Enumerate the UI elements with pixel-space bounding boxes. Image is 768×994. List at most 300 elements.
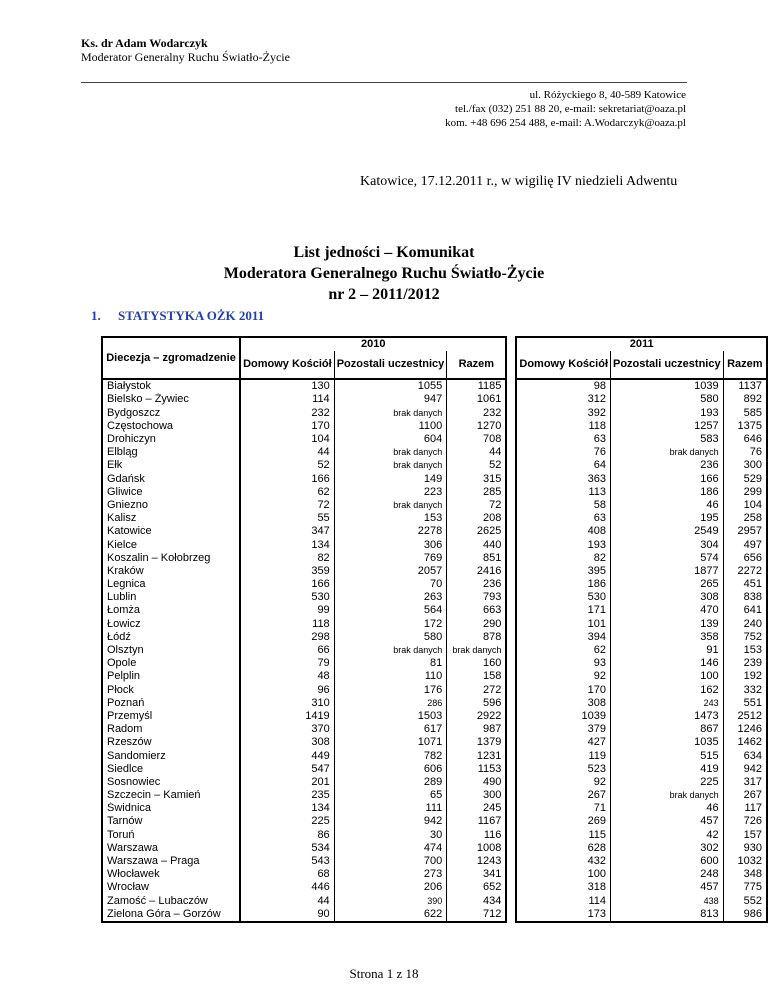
cell-pozostali-2010: 223 — [334, 486, 447, 499]
cell-pozostali-2010: 700 — [334, 855, 447, 868]
cell-pozostali-2010: 110 — [334, 670, 447, 683]
cell-domowy-2010: 166 — [240, 578, 334, 591]
table-row — [102, 855, 767, 868]
cell-domowy-2010: 44 — [240, 446, 334, 459]
cell-pozostali-2010: 153 — [334, 512, 447, 525]
cell-razem-2010: 490 — [447, 776, 507, 789]
cell-razem-2011: 348 — [723, 868, 767, 881]
cell-pozostali-2011: 580 — [611, 393, 724, 406]
cell-diocese-name: Kielce — [102, 538, 240, 551]
cell-diocese-name: Bydgoszcz — [102, 407, 240, 420]
cell-domowy-2010: 370 — [240, 723, 334, 736]
statistics-table-body — [102, 379, 767, 922]
table-row — [102, 618, 767, 631]
cell-pozostali-2011: 304 — [611, 538, 724, 551]
cell-diocese-name: Ełk — [102, 459, 240, 472]
table-row — [102, 473, 767, 486]
cell-razem-2010: 245 — [447, 802, 507, 815]
table-row — [102, 749, 767, 762]
cell-diocese-name: Pelplin — [102, 670, 240, 683]
cell-domowy-2010: 82 — [240, 552, 334, 565]
cell-pozostali-2010: 2278 — [334, 525, 447, 538]
cell-razem-2011: 838 — [723, 591, 767, 604]
cell-razem-2011: 192 — [723, 670, 767, 683]
cell-diocese-name: Drohiczyn — [102, 433, 240, 446]
cell-pozostali-2010: 263 — [334, 591, 447, 604]
cell-domowy-2010: 55 — [240, 512, 334, 525]
cell-diocese-name: Elbląg — [102, 446, 240, 459]
table-row — [102, 908, 767, 922]
cell-razem-2010: 300 — [447, 789, 507, 802]
cell-domowy-2010: 446 — [240, 881, 334, 894]
table-row — [102, 895, 767, 908]
cell-domowy-2010: 201 — [240, 776, 334, 789]
cell-razem-2011: 104 — [723, 499, 767, 512]
cell-pozostali-2011: 243 — [611, 697, 724, 710]
cell-domowy-2010: 90 — [240, 908, 334, 922]
author-role: Moderator Generalny Ruchu Światło-Życie — [81, 50, 290, 64]
cell-domowy-2011: 93 — [516, 657, 610, 670]
cell-domowy-2011: 267 — [516, 789, 610, 802]
cell-domowy-2011: 58 — [516, 499, 610, 512]
cell-domowy-2011: 64 — [516, 459, 610, 472]
cell-pozostali-2010: 30 — [334, 829, 447, 842]
cell-diocese-name: Gliwice — [102, 486, 240, 499]
cell-domowy-2011: 318 — [516, 881, 610, 894]
cell-razem-2010: 290 — [447, 618, 507, 631]
table-row — [102, 499, 767, 512]
cell-domowy-2010: 62 — [240, 486, 334, 499]
table-row — [102, 420, 767, 433]
cell-razem-2010: 285 — [447, 486, 507, 499]
cell-razem-2010: 793 — [447, 591, 507, 604]
cell-domowy-2010: 534 — [240, 842, 334, 855]
cell-domowy-2011: 186 — [516, 578, 610, 591]
cell-domowy-2011: 392 — [516, 407, 610, 420]
cell-pozostali-2011: 1877 — [611, 565, 724, 578]
cell-razem-2011: 1375 — [723, 420, 767, 433]
cell-pozostali-2010: 286 — [334, 697, 447, 710]
table-row — [102, 868, 767, 881]
cell-pozostali-2010: 2057 — [334, 565, 447, 578]
cell-domowy-2010: 530 — [240, 591, 334, 604]
cell-domowy-2010: 134 — [240, 538, 334, 551]
cell-razem-2011: 1137 — [723, 379, 767, 393]
cell-domowy-2010: 96 — [240, 684, 334, 697]
cell-domowy-2010: 347 — [240, 525, 334, 538]
table-row — [102, 710, 767, 723]
cell-diocese-name: Włocławek — [102, 868, 240, 881]
cell-pozostali-2011: 457 — [611, 881, 724, 894]
title-line-3: nr 2 – 2011/2012 — [328, 286, 440, 303]
cell-diocese-name: Opole — [102, 657, 240, 670]
cell-diocese-name: Płock — [102, 684, 240, 697]
cell-razem-2011: 529 — [723, 473, 767, 486]
mobile-email-line: kom. +48 696 254 488, e-mail: A.Wodarczyk@oaza.pl — [445, 117, 686, 129]
cell-pozostali-2010: 111 — [334, 802, 447, 815]
table-row — [102, 538, 767, 551]
table-row — [102, 842, 767, 855]
cell-domowy-2011: 118 — [516, 420, 610, 433]
cell-diocese-name: Kraków — [102, 565, 240, 578]
cell-domowy-2011: 63 — [516, 512, 610, 525]
cell-pozostali-2010: 580 — [334, 631, 447, 644]
cell-pozostali-2011: 46 — [611, 499, 724, 512]
cell-pozostali-2010: 273 — [334, 868, 447, 881]
cell-diocese-name: Przemyśl — [102, 710, 240, 723]
cell-pozostali-2011: 600 — [611, 855, 724, 868]
cell-pozostali-2011: 91 — [611, 644, 724, 657]
cell-pozostali-2011: 248 — [611, 868, 724, 881]
table-row — [102, 736, 767, 749]
razem-2010-header: Razem — [447, 351, 507, 379]
cell-razem-2011: 153 — [723, 644, 767, 657]
cell-domowy-2010: 118 — [240, 618, 334, 631]
address-line: ul. Różyckiego 8, 40-589 Katowice — [529, 89, 686, 101]
cell-razem-2011: 930 — [723, 842, 767, 855]
cell-razem-2010: 72 — [447, 499, 507, 512]
cell-domowy-2011: 98 — [516, 379, 610, 393]
cell-razem-2011: 646 — [723, 433, 767, 446]
cell-domowy-2011: 379 — [516, 723, 610, 736]
cell-razem-2010: 663 — [447, 604, 507, 617]
cell-pozostali-2010: 604 — [334, 433, 447, 446]
cell-pozostali-2010: 782 — [334, 749, 447, 762]
table-row — [102, 881, 767, 894]
cell-pozostali-2010: 65 — [334, 789, 447, 802]
cell-diocese-name: Łowicz — [102, 618, 240, 631]
cell-razem-2010: 1167 — [447, 815, 507, 828]
cell-pozostali-2010: 70 — [334, 578, 447, 591]
cell-razem-2010: 652 — [447, 881, 507, 894]
cell-pozostali-2010: 1100 — [334, 420, 447, 433]
cell-domowy-2010: 68 — [240, 868, 334, 881]
cell-razem-2010: 1008 — [447, 842, 507, 855]
cell-pozostali-2011: 867 — [611, 723, 724, 736]
cell-domowy-2011: 432 — [516, 855, 610, 868]
cell-pozostali-2011: brak danych — [611, 789, 724, 802]
cell-razem-2011: 300 — [723, 459, 767, 472]
table-row — [102, 802, 767, 815]
cell-razem-2011: 267 — [723, 789, 767, 802]
cell-domowy-2010: 543 — [240, 855, 334, 868]
cell-razem-2011: 634 — [723, 749, 767, 762]
cell-razem-2011: 585 — [723, 407, 767, 420]
cell-domowy-2010: 235 — [240, 789, 334, 802]
cell-razem-2010: 440 — [447, 538, 507, 551]
cell-razem-2011: 117 — [723, 802, 767, 815]
cell-razem-2011: 2512 — [723, 710, 767, 723]
cell-domowy-2011: 100 — [516, 868, 610, 881]
cell-domowy-2010: 44 — [240, 895, 334, 908]
cell-pozostali-2011: 1473 — [611, 710, 724, 723]
cell-razem-2010: 1231 — [447, 749, 507, 762]
cell-domowy-2010: 72 — [240, 499, 334, 512]
cell-domowy-2011: 1039 — [516, 710, 610, 723]
cell-pozostali-2011: 813 — [611, 908, 724, 922]
author-name: Ks. dr Adam Wodarczyk — [81, 36, 208, 50]
year-2011-header: 2011 — [516, 337, 767, 351]
cell-domowy-2010: 1419 — [240, 710, 334, 723]
table-row — [102, 644, 767, 657]
cell-razem-2011: 2272 — [723, 565, 767, 578]
cell-domowy-2011: 394 — [516, 631, 610, 644]
cell-domowy-2010: 114 — [240, 393, 334, 406]
cell-diocese-name: Warszawa — [102, 842, 240, 855]
cell-diocese-name: Toruń — [102, 829, 240, 842]
cell-razem-2011: 1246 — [723, 723, 767, 736]
cell-razem-2011: 317 — [723, 776, 767, 789]
cell-domowy-2011: 92 — [516, 670, 610, 683]
cell-pozostali-2011: 1035 — [611, 736, 724, 749]
cell-razem-2011: 157 — [723, 829, 767, 842]
cell-domowy-2011: 530 — [516, 591, 610, 604]
cell-pozostali-2011: 470 — [611, 604, 724, 617]
cell-razem-2010: 1185 — [447, 379, 507, 393]
cell-domowy-2011: 76 — [516, 446, 610, 459]
cell-pozostali-2010: 947 — [334, 393, 447, 406]
table-row — [102, 512, 767, 525]
cell-domowy-2011: 395 — [516, 565, 610, 578]
cell-pozostali-2011: 195 — [611, 512, 724, 525]
cell-domowy-2011: 63 — [516, 433, 610, 446]
section-number: 1. — [91, 308, 101, 323]
cell-diocese-name: Poznań — [102, 697, 240, 710]
cell-razem-2011: 1462 — [723, 736, 767, 749]
cell-domowy-2010: 232 — [240, 407, 334, 420]
cell-domowy-2011: 115 — [516, 829, 610, 842]
cell-pozostali-2010: 617 — [334, 723, 447, 736]
cell-razem-2010: 2625 — [447, 525, 507, 538]
table-row — [102, 815, 767, 828]
cell-razem-2011: 726 — [723, 815, 767, 828]
cell-domowy-2010: 104 — [240, 433, 334, 446]
page-footer: Strona 1 z 18 — [349, 966, 419, 981]
cell-razem-2010: 208 — [447, 512, 507, 525]
pozostali-2011-header: Pozostali uczestnicy — [611, 351, 724, 379]
cell-pozostali-2011: 308 — [611, 591, 724, 604]
cell-pozostali-2010: 474 — [334, 842, 447, 855]
domowy-2010-header: Domowy Kościół — [240, 351, 334, 379]
cell-pozostali-2010: 176 — [334, 684, 447, 697]
cell-razem-2010: 1243 — [447, 855, 507, 868]
section-title: STATYSTYKA OŻK 2011 — [118, 308, 265, 323]
cell-pozostali-2010: brak danych — [334, 644, 447, 657]
cell-pozostali-2011: 166 — [611, 473, 724, 486]
cell-pozostali-2011: 2549 — [611, 525, 724, 538]
cell-diocese-name: Radom — [102, 723, 240, 736]
cell-diocese-name: Częstochowa — [102, 420, 240, 433]
cell-domowy-2011: 308 — [516, 697, 610, 710]
cell-diocese-name: Rzeszów — [102, 736, 240, 749]
cell-pozostali-2011: brak danych — [611, 446, 724, 459]
cell-domowy-2011: 119 — [516, 749, 610, 762]
table-row — [102, 670, 767, 683]
cell-domowy-2010: 52 — [240, 459, 334, 472]
cell-razem-2011: 299 — [723, 486, 767, 499]
cell-razem-2010: 878 — [447, 631, 507, 644]
cell-diocese-name: Łomża — [102, 604, 240, 617]
razem-2011-header: Razem — [723, 351, 767, 379]
diocese-header: Diecezja – zgromadzenie — [102, 337, 240, 379]
cell-razem-2011: 240 — [723, 618, 767, 631]
cell-domowy-2011: 173 — [516, 908, 610, 922]
cell-razem-2010: 236 — [447, 578, 507, 591]
cell-domowy-2011: 62 — [516, 644, 610, 657]
cell-diocese-name: Siedlce — [102, 763, 240, 776]
cell-diocese-name: Legnica — [102, 578, 240, 591]
cell-razem-2010: 272 — [447, 684, 507, 697]
cell-domowy-2011: 628 — [516, 842, 610, 855]
cell-pozostali-2011: 419 — [611, 763, 724, 776]
table-row — [102, 393, 767, 406]
cell-diocese-name: Gdańsk — [102, 473, 240, 486]
cell-domowy-2011: 114 — [516, 895, 610, 908]
cell-pozostali-2010: 172 — [334, 618, 447, 631]
cell-domowy-2011: 82 — [516, 552, 610, 565]
cell-razem-2011: 451 — [723, 578, 767, 591]
cell-diocese-name: Zielona Góra – Gorzów — [102, 908, 240, 922]
cell-pozostali-2010: 1071 — [334, 736, 447, 749]
cell-pozostali-2010: 206 — [334, 881, 447, 894]
cell-razem-2010: 1061 — [447, 393, 507, 406]
cell-diocese-name: Świdnica — [102, 802, 240, 815]
cell-razem-2010: 52 — [447, 459, 507, 472]
table-row — [102, 379, 767, 393]
table-row — [102, 789, 767, 802]
cell-domowy-2010: 547 — [240, 763, 334, 776]
cell-razem-2011: 1032 — [723, 855, 767, 868]
cell-pozostali-2011: 358 — [611, 631, 724, 644]
cell-razem-2011: 552 — [723, 895, 767, 908]
table-row — [102, 631, 767, 644]
cell-razem-2011: 752 — [723, 631, 767, 644]
cell-domowy-2010: 308 — [240, 736, 334, 749]
table-row — [102, 446, 767, 459]
cell-razem-2011: 775 — [723, 881, 767, 894]
cell-domowy-2010: 99 — [240, 604, 334, 617]
cell-domowy-2011: 193 — [516, 538, 610, 551]
cell-domowy-2010: 134 — [240, 802, 334, 815]
cell-pozostali-2011: 1257 — [611, 420, 724, 433]
table-row — [102, 552, 767, 565]
cell-domowy-2011: 269 — [516, 815, 610, 828]
table-row — [102, 433, 767, 446]
section-heading — [91, 308, 264, 324]
cell-pozostali-2010: 622 — [334, 908, 447, 922]
cell-domowy-2011: 312 — [516, 393, 610, 406]
cell-razem-2010: 434 — [447, 895, 507, 908]
cell-razem-2010: 116 — [447, 829, 507, 842]
cell-razem-2011: 2957 — [723, 525, 767, 538]
cell-pozostali-2010: 1055 — [334, 379, 447, 393]
cell-pozostali-2010: 149 — [334, 473, 447, 486]
cell-pozostali-2010: 81 — [334, 657, 447, 670]
table-row — [102, 697, 767, 710]
cell-diocese-name: Łódź — [102, 631, 240, 644]
cell-razem-2010: 851 — [447, 552, 507, 565]
cell-pozostali-2011: 265 — [611, 578, 724, 591]
cell-domowy-2010: 449 — [240, 749, 334, 762]
cell-pozostali-2010: 390 — [334, 895, 447, 908]
cell-razem-2010: 2922 — [447, 710, 507, 723]
date-line: Katowice, 17.12.2011 r., w wigilię IV niedzieli Adwentu — [360, 174, 678, 189]
cell-razem-2011: 641 — [723, 604, 767, 617]
table-row — [102, 604, 767, 617]
table-row — [102, 763, 767, 776]
cell-pozostali-2011: 225 — [611, 776, 724, 789]
cell-pozostali-2010: 606 — [334, 763, 447, 776]
cell-razem-2010: 1153 — [447, 763, 507, 776]
cell-razem-2011: 551 — [723, 697, 767, 710]
cell-domowy-2010: 48 — [240, 670, 334, 683]
pozostali-2010-header: Pozostali uczestnicy — [334, 351, 447, 379]
cell-diocese-name: Kalisz — [102, 512, 240, 525]
cell-razem-2011: 497 — [723, 538, 767, 551]
cell-razem-2010: 341 — [447, 868, 507, 881]
cell-diocese-name: Lublin — [102, 591, 240, 604]
cell-razem-2011: 986 — [723, 908, 767, 922]
cell-razem-2010: 596 — [447, 697, 507, 710]
cell-domowy-2010: 79 — [240, 657, 334, 670]
cell-razem-2010: 987 — [447, 723, 507, 736]
cell-diocese-name: Koszalin – Kołobrzeg — [102, 552, 240, 565]
cell-pozostali-2011: 1039 — [611, 379, 724, 393]
table-row — [102, 459, 767, 472]
phone-email-line: tel./fax (032) 251 88 20, e-mail: sekretariat@oaza.pl — [455, 103, 686, 115]
cell-razem-2011: 76 — [723, 446, 767, 459]
table-row — [102, 829, 767, 842]
table-row — [102, 407, 767, 420]
cell-diocese-name: Bielsko – Żywiec — [102, 393, 240, 406]
title-line-1: List jedności – Komunikat — [293, 244, 475, 261]
cell-razem-2011: 239 — [723, 657, 767, 670]
cell-pozostali-2010: brak danych — [334, 407, 447, 420]
cell-razem-2011: 656 — [723, 552, 767, 565]
cell-razem-2010: 708 — [447, 433, 507, 446]
table-row — [102, 486, 767, 499]
cell-pozostali-2011: 302 — [611, 842, 724, 855]
cell-diocese-name: Warszawa – Praga — [102, 855, 240, 868]
cell-domowy-2010: 66 — [240, 644, 334, 657]
cell-domowy-2010: 130 — [240, 379, 334, 393]
cell-domowy-2011: 363 — [516, 473, 610, 486]
table-row — [102, 776, 767, 789]
cell-pozostali-2011: 236 — [611, 459, 724, 472]
cell-razem-2010: 158 — [447, 670, 507, 683]
table-row — [102, 657, 767, 670]
cell-pozostali-2011: 42 — [611, 829, 724, 842]
cell-pozostali-2011: 457 — [611, 815, 724, 828]
cell-diocese-name: Wrocław — [102, 881, 240, 894]
domowy-2011-header: Domowy Kościół — [516, 351, 610, 379]
table-row — [102, 684, 767, 697]
cell-pozostali-2011: 574 — [611, 552, 724, 565]
cell-domowy-2010: 298 — [240, 631, 334, 644]
cell-diocese-name: Sandomierz — [102, 749, 240, 762]
cell-pozostali-2011: 146 — [611, 657, 724, 670]
cell-pozostali-2011: 515 — [611, 749, 724, 762]
cell-diocese-name: Sosnowiec — [102, 776, 240, 789]
cell-razem-2011: 258 — [723, 512, 767, 525]
table-row — [102, 565, 767, 578]
cell-pozostali-2010: 1503 — [334, 710, 447, 723]
cell-domowy-2011: 101 — [516, 618, 610, 631]
cell-pozostali-2011: 162 — [611, 684, 724, 697]
contact-address — [445, 88, 686, 130]
cell-pozostali-2010: brak danych — [334, 446, 447, 459]
cell-domowy-2011: 92 — [516, 776, 610, 789]
